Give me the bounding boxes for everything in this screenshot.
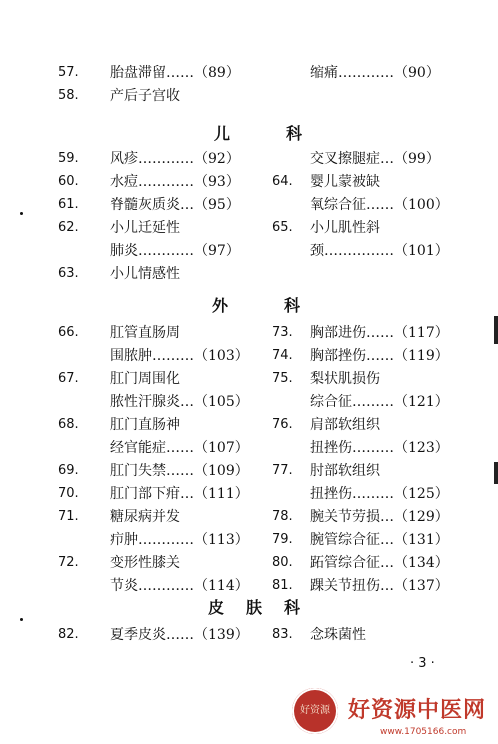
watermark-logo: [292, 688, 338, 734]
heading-char: 皮: [208, 598, 225, 617]
entry-number: 73.: [272, 325, 293, 340]
entry-text: 围脓肿………（103）: [110, 348, 249, 364]
entry-text: 产后子宫收: [110, 88, 180, 104]
entry-text: 肛门周围化: [110, 371, 180, 387]
entry-text: 综合征………（121）: [310, 394, 449, 410]
entry-text: 节炎…………（114）: [110, 578, 249, 594]
scan-edge-mark: [494, 316, 498, 344]
entry-text: 经官能症……（107）: [110, 440, 249, 456]
watermark-brand: 好资源中医网: [348, 697, 487, 723]
heading-char: 科: [286, 124, 303, 143]
entry-text: 肛门直肠神: [110, 417, 180, 433]
entry-number: 79.: [272, 532, 293, 547]
entry-text: 婴儿蒙被缺: [310, 174, 380, 190]
entry-text: 脓性汗腺炎…（105）: [110, 394, 249, 410]
entry-number: 78.: [272, 509, 293, 524]
scan-edge-mark: [494, 462, 498, 484]
page-number: · 3 ·: [410, 656, 435, 671]
entry-number: 67.: [58, 371, 79, 386]
entry-text: 脊髓灰质炎…（95）: [110, 197, 240, 213]
watermark-url: www.1705166.com: [380, 727, 467, 737]
heading-char: 科: [284, 296, 301, 315]
entry-text: 变形性膝关: [110, 555, 180, 571]
entry-text: 胎盘滞留……（89）: [110, 65, 240, 81]
heading-char: 儿: [214, 124, 231, 143]
entry-number: 61.: [58, 197, 79, 212]
entry-text: 风疹…………（92）: [110, 151, 240, 167]
entry-number: 57.: [58, 65, 79, 80]
entry-text: 肺炎…………（97）: [110, 243, 240, 259]
entry-text: 肛管直肠周: [110, 325, 180, 341]
entry-text: 扭挫伤………（125）: [310, 486, 449, 502]
entry-text: 跖管综合征…（134）: [310, 555, 449, 571]
scan-speck: [20, 212, 23, 215]
entry-text: 小儿情感性: [110, 266, 180, 282]
entry-text: 颈……………（101）: [310, 243, 449, 259]
entry-number: 70.: [58, 486, 79, 501]
entry-number: 72.: [58, 555, 79, 570]
heading-char: 肤: [246, 598, 263, 617]
entry-text: 腕管综合征…（131）: [310, 532, 449, 548]
entry-number: 63.: [58, 266, 79, 281]
heading-char: 科: [284, 598, 301, 617]
entry-number: 64.: [272, 174, 293, 189]
entry-number: 74.: [272, 348, 293, 363]
entry-text: 腕关节劳损…（129）: [310, 509, 449, 525]
entry-text: 疖肿…………（113）: [110, 532, 249, 548]
entry-number: 60.: [58, 174, 79, 189]
scan-speck: [20, 618, 23, 621]
entry-text: 糖尿病并发: [110, 509, 180, 525]
entry-text: 梨状肌损伤: [310, 371, 380, 387]
entry-text: 氧综合征……（100）: [310, 197, 449, 213]
entry-number: 59.: [58, 151, 79, 166]
entry-text: 肩部软组织: [310, 417, 380, 433]
entry-text: 踝关节扭伤…（137）: [310, 578, 449, 594]
entry-text: 肘部软组织: [310, 463, 380, 479]
entry-text: 缩痛…………（90）: [310, 65, 440, 81]
entry-text: 肛门部下疳…（111）: [110, 486, 249, 502]
entry-text: 小儿肌性斜: [310, 220, 380, 236]
entry-number: 76.: [272, 417, 293, 432]
entry-number: 83.: [272, 627, 293, 642]
entry-number: 58.: [58, 88, 79, 103]
entry-number: 80.: [272, 555, 293, 570]
entry-number: 81.: [272, 578, 293, 593]
entry-number: 82.: [58, 627, 79, 642]
entry-text: 胸部进伤……（117）: [310, 325, 449, 341]
logo-text: 好资源: [300, 705, 330, 716]
entry-text: 肛门失禁……（109）: [110, 463, 249, 479]
entry-text: 交叉擦腿症…（99）: [310, 151, 440, 167]
entry-text: 夏季皮炎……（139）: [110, 627, 249, 643]
entry-number: 69.: [58, 463, 79, 478]
entry-text: 胸部挫伤……（119）: [310, 348, 449, 364]
entry-text: 小儿迁延性: [110, 220, 180, 236]
entry-text: 念珠菌性: [310, 627, 366, 643]
heading-char: 外: [212, 296, 229, 315]
entry-number: 75.: [272, 371, 293, 386]
entry-number: 66.: [58, 325, 79, 340]
entry-text: 水痘…………（93）: [110, 174, 240, 190]
entry-number: 68.: [58, 417, 79, 432]
entry-number: 62.: [58, 220, 79, 235]
entry-number: 77.: [272, 463, 293, 478]
entry-text: 扭挫伤………（123）: [310, 440, 449, 456]
entry-number: 71.: [58, 509, 79, 524]
entry-number: 65.: [272, 220, 293, 235]
